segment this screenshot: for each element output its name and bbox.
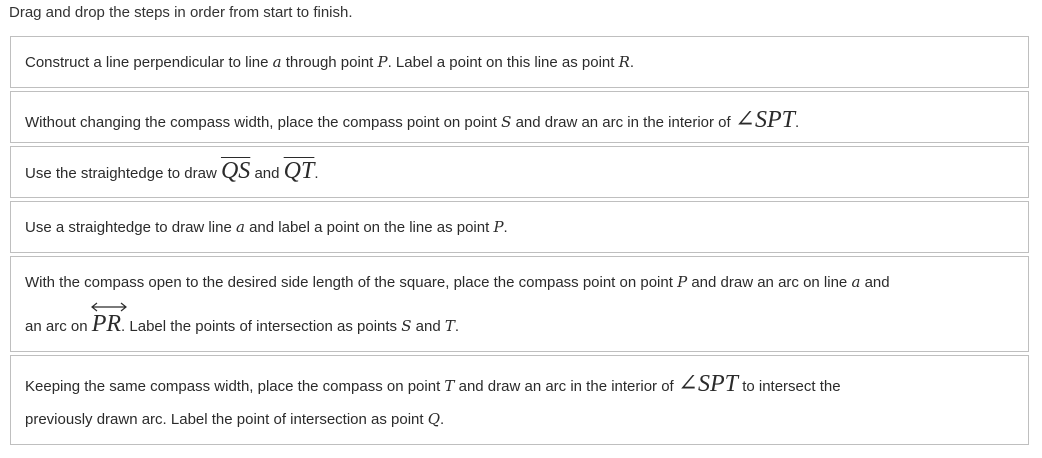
math-var: a: [851, 273, 861, 291]
angle-symbol: ∠SPT: [677, 371, 739, 397]
step-card-compass-arcs[interactable]: [10, 256, 1029, 352]
step-card-arc-from-s[interactable]: [10, 91, 1029, 143]
segment-qs: $\overline{QS}$: [220, 158, 251, 184]
math-var: a: [235, 218, 245, 236]
step-text-line-2: previously drawn arc. Label the point of intersection as point Q.: [25, 410, 445, 428]
math-var: P: [493, 218, 504, 236]
math-var: P: [377, 53, 388, 71]
math-var: R: [618, 53, 630, 71]
line-pr: PR: [92, 311, 121, 338]
step-text-line-2: an arc on PR. Label the points of intersection as points S and T.: [25, 311, 459, 338]
math-var: a: [272, 53, 282, 71]
step-text: Use a straightedge to draw line a and label a point on the line as point P.: [25, 218, 508, 236]
step-card-draw-segments[interactable]: [10, 146, 1029, 198]
step-card-perpendicular[interactable]: [10, 36, 1029, 88]
segment-qt: $\overline{QT}$: [283, 158, 315, 184]
step-text: Use the straightedge to draw $\overline{QS}$ and $\overline{QT}$.: [25, 158, 319, 184]
math-var: P: [677, 273, 688, 291]
angle-symbol: ∠SPT: [734, 107, 795, 133]
step-text: Without changing the compass width, place the compass point on point S and draw an arc in the interior of ∠SPT.: [25, 107, 800, 133]
math-var: T: [444, 377, 455, 395]
math-var: S: [401, 317, 412, 335]
step-text-line-1: With the compass open to the desired side length of the square, place the compass point on point P and draw an arc on line a and: [25, 273, 890, 291]
instruction-text: Drag and drop the steps in order from start to finish.: [9, 4, 353, 21]
step-text-line-1: Keeping the same compass width, place the compass on point T and draw an arc in the interior of ∠SPT to intersect the: [25, 371, 841, 397]
step-text: Construct a line perpendicular to line a through point P. Label a point on this line as point R.: [25, 53, 635, 71]
math-var: S: [501, 113, 512, 131]
math-var: Q: [427, 410, 441, 428]
step-card-draw-line-a[interactable]: [10, 201, 1029, 253]
double-arrow-icon: [90, 302, 128, 312]
math-var: T: [444, 317, 455, 335]
step-card-arc-from-t[interactable]: [10, 355, 1029, 445]
